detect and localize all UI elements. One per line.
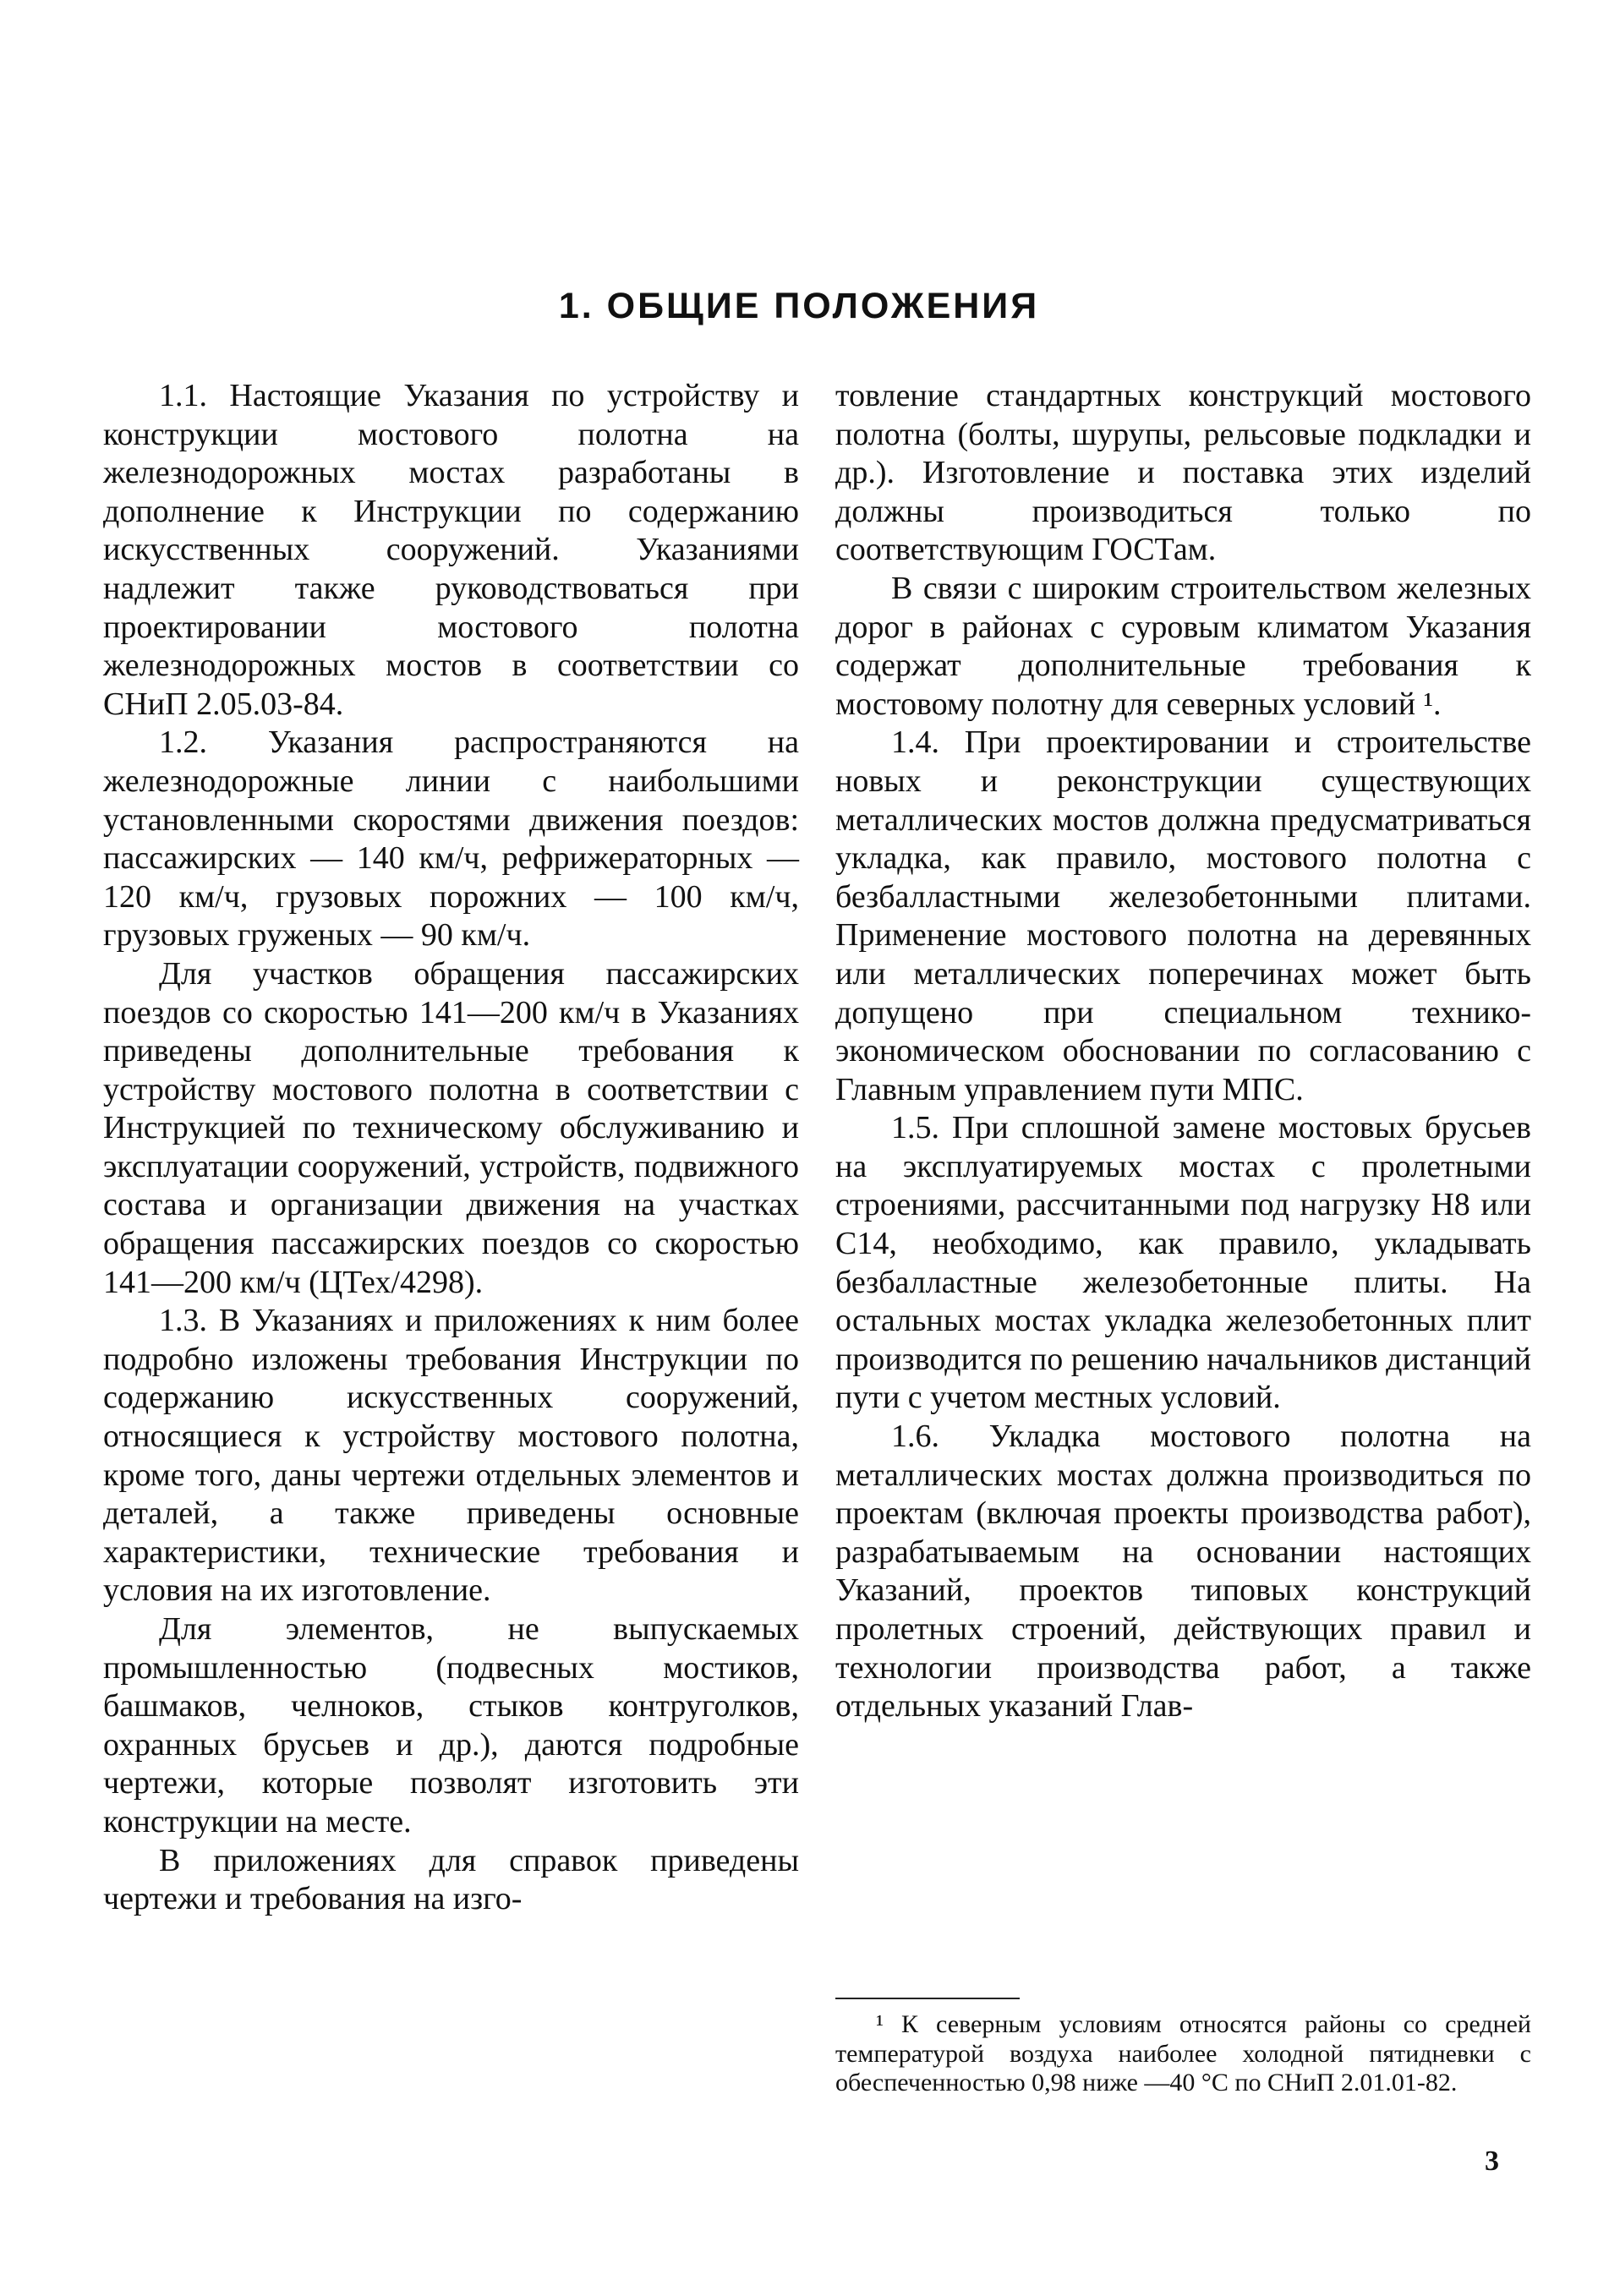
paragraph-high-speed: Для участков обращения пассажирских поездов со скоростью 141—200 км/ч в Указаниях приведены дополнительные требования к устройству мостового полотна в соответствии с Инструкцией по техническому обслуживанию и эксплуатации сооружений, устройств, подвижного состава и организации движения на участках обращения пассажирских поездов со скоростью 141—200 км/ч (ЦТех/4298). (103, 955, 799, 1300)
paragraph-1-1: 1.1. Настоящие Указания по устройству и конструкции мостового полотна на железнодорожных мостах разработаны в дополнение к Инструкции по содержанию искусственных сооружений. Указаниями надлежит также руководствоваться при проектировании мостового полотна железнодорожных мостов в соответствии со СНиП 2.05.03-84. (103, 378, 799, 722)
footnote: ¹ К северным условиям относятся районы со средней температурой воздуха наиболее холодной пятидневки с обеспеченностью 0,98 ниже —40 °С по СНиП 2.01.01-82. (835, 2010, 1531, 2096)
right-column (835, 377, 1531, 1726)
left-column (103, 377, 799, 1919)
paragraph-1-5: 1.5. При сплошной замене мостовых брусьев на эксплуатируемых мостах с пролетными строениями, рассчитанными под нагрузку Н8 или С14, необходимо, как правило, укладывать безбалластные железобетонные плиты. На остальных мостах укладка железобетонных плит производится по решению начальников дистанций пути с учетом местных условий. (835, 1110, 1531, 1416)
page-number: 3 (1485, 2146, 1499, 2177)
paragraph-elements: Для элементов, не выпускаемых промышленностью (подвесных мостиков, башмаков, челноков, стыков контруголков, охранных брусьев и др.), даются подробные чертежи, которые позволят изготовить эти конструкции на месте. (103, 1611, 799, 1840)
paragraph-appendices: В приложениях для справок приведены чертежи и требования на изго- (103, 1842, 799, 1917)
paragraph-1-2: 1.2. Указания распространяются на железнодорожные линии с наибольшими установленными скоростями движения поездов: пассажирских — 140 км/ч, рефрижераторных — 120 км/ч, грузовых порожних — 100 км/ч, грузовых груженых — 90 км/ч. (103, 724, 799, 954)
paragraph-1-6: 1.6. Укладка мостового полотна на металлических мостах должна производиться по проектам (включая проекты производства работ), разрабатываемым на основании настоящих Указаний, проектов типовых конструкций пролетных строений, действующих правил и технологии производства работ, а также отдельных указаний Глав- (835, 1419, 1531, 1725)
footnote-divider (835, 1998, 1020, 1999)
paragraph-northern: В связи с широким строительством железных дорог в районах с суровым климатом Указания содержат дополнительные требования к мостовому полотну для северных условий ¹. (835, 570, 1531, 722)
paragraph-1-4: 1.4. При проектировании и строительстве новых и реконструкции существующих металлических мостов должна предусматриваться укладка, как правило, мостового полотна с безбалластными железобетонными плитами. Применение мостового полотна на деревянных или металлических поперечинах может быть допущено при специальном технико-экономическом обосновании по согласованию с Главным управлением пути МПС. (835, 724, 1531, 1107)
paragraph-1-3: 1.3. В Указаниях и приложениях к ним более подробно изложены требования Инструкции по содержанию искусственных сооружений, относящиеся к устройству мостового полотна, кроме того, даны чертежи отдельных элементов и деталей, а также приведены основные характеристики, технические требования и условия на их изготовление. (103, 1303, 799, 1609)
paragraph-continuation: товление стандартных конструкций мостового полотна (болты, шурупы, рельсовые подкладки и др.). Изготовление и поставка этих изделий должны производиться только по соответствующим ГОСТам. (835, 378, 1531, 568)
section-heading: 1. ОБЩИЕ ПОЛОЖЕНИЯ (558, 286, 1040, 326)
